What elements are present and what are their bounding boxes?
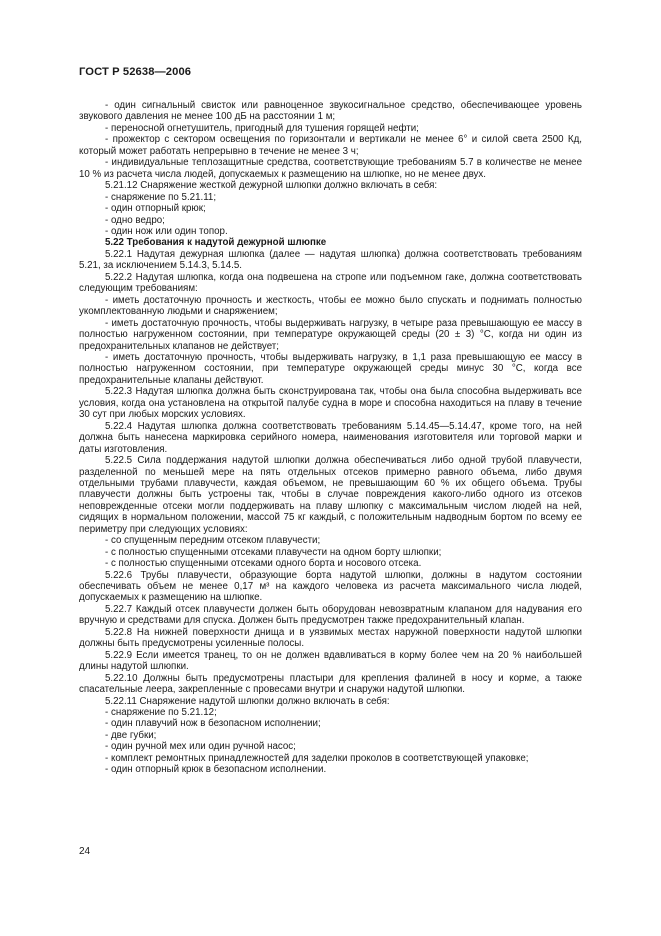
list-item: - комплект ремонтных принадлежностей для заделки проколов в соответствующей упаковке; xyxy=(105,752,529,764)
list-item: - со спущенным передним отсеком плавучести; xyxy=(105,535,321,547)
list-item: - иметь достаточную прочность и жесткость, чтобы ее можно было спускать и поднимать полностью укомплектованную людьми и снаряжением; xyxy=(79,294,582,318)
list-item: - иметь достаточную прочность, чтобы выдерживать нагрузку, в четыре раза превышающую ее массу в полностью нагруженном состоянии, при температуре окружающей среды (20 ± 3) °С, когда ни один из предохранительных клапанов не действует; xyxy=(79,317,582,352)
list-item: - с полностью спущенными отсеками плавучести на одном борту шлюпки; xyxy=(105,546,442,558)
list-item: - одно ведро; xyxy=(105,214,165,226)
paragraph: 5.22.1 Надутая дежурная шлюпка (далее — надутая шлюпка) должна соответствовать требованиям 5.21, за исключением 5.14.3, 5.14.5. xyxy=(79,248,582,272)
list-item: - один ручной мех или один ручной насос; xyxy=(105,741,296,753)
list-item: - иметь достаточную прочность, чтобы выдерживать нагрузку, в 1,1 раза превышающую ее массу в полностью нагруженном состоянии, при температуре окружающей среды минус 30 °С, когда все предохранительные клапаны действуют. xyxy=(79,351,582,386)
paragraph: 5.22.2 Надутая шлюпка, когда она подвешена на стропе или подъемном гаке, должна соответствовать следующим требованиям: xyxy=(79,271,582,295)
list-item: - с полностью спущенными отсеками одного борта и носового отсека. xyxy=(105,558,422,570)
document-body xyxy=(79,100,582,776)
list-item: - две губки; xyxy=(105,729,157,741)
paragraph: 5.22.8 На нижней поверхности днища и в уязвимых местах наружной поверхности надутой шлюпки должны быть предусмотрены усиленные полосы. xyxy=(79,626,582,650)
list-item: - один нож или один топор. xyxy=(105,225,228,237)
list-item: - прожектор с сектором освещения по горизонтали и вертикали не менее 6° и силой света 2500 Кд, который может работать непрерывно в течение не менее 3 ч; xyxy=(79,134,582,157)
paragraph: 5.22.4 Надутая шлюпка должна соответствовать требованиям 5.14.45—5.14.47, кроме того, на ней должна быть нанесена маркировка серийного номера, наименования изготовителя или торговой марки и даты изготовления. xyxy=(79,420,582,455)
paragraph: 5.22.5 Сила поддержания надутой шлюпки должна обеспечиваться либо одной трубой плавучести, разделенной по меньшей мере на пять отдельных отсеков примерно равного объема, либо двумя отдельными трубами плавучести, каждая объемом, не превышающим 60 % их общего объема. Трубы плавучести должны быть устроены так, чтобы в случае повреждения какого-либо одного из отсеков неповрежденные отсеки могли поддерживать на плаву шлюпку с максимальным числом людей на ней, сидящих в нормальном положении, массой 75 кг каждый, с положительным надводным бортом по всему ее периметру при следующих условиях: xyxy=(79,455,582,535)
section-heading: 5.22 Требования к надутой дежурной шлюпке xyxy=(105,237,327,249)
paragraph: 5.22.3 Надутая шлюпка должна быть сконструирована так, чтобы она была способна выдерживать все условия, когда она установлена на открытой палубе судна в море и способна находиться на плаву в течение 30 сут при любых морских условиях. xyxy=(79,386,582,421)
list-item: - индивидуальные теплозащитные средства, соответствующие требованиям 5.7 в количестве не менее 10 % из расчета числа людей, допускаемых к размещению на шлюпке, но не менее двух. xyxy=(79,157,582,180)
paragraph: 5.22.7 Каждый отсек плавучести должен быть оборудован невозвратным клапаном для надувания его вручную и средствами для спуска. Должен быть предусмотрен также предохранительный клапан. xyxy=(79,603,582,627)
paragraph: 5.21.12 Снаряжение жесткой дежурной шлюпки должно включать в себя: xyxy=(105,180,438,192)
paragraph: 5.22.6 Трубы плавучести, образующие борта надутой шлюпки, должны в надутом состоянии обеспечивать объем не менее 0,17 м³ на каждого человека из расчета максимального числа людей, допускаемых к размещению на шлюпке. xyxy=(79,569,582,604)
list-item: - один отпорный крюк; xyxy=(105,203,206,215)
list-item: - переносной огнетушитель, пригодный для тушения горящей нефти; xyxy=(105,122,419,134)
list-item: - снаряжение по 5.21.11; xyxy=(105,191,217,203)
list-item: - снаряжение по 5.21.12; xyxy=(105,707,217,719)
list-item: - один отпорный крюк в безопасном исполнении. xyxy=(105,764,327,776)
list-item: - один сигнальный свисток или равноценное звукосигнальное средство, обеспечивающее уровень звукового давления не менее 100 дБ на расстоянии 1 м; xyxy=(79,100,582,123)
page-number: 24 xyxy=(79,846,91,857)
paragraph: 5.22.9 Если имеется транец, то он не должен вдавливаться в корму более чем на 20 % наибольшей длины надутой шлюпки. xyxy=(79,649,582,673)
document-header: ГОСТ Р 52638—2006 xyxy=(79,66,192,78)
list-item: - один плавучий нож в безопасном исполнении; xyxy=(105,718,321,730)
paragraph: 5.22.10 Должны быть предусмотрены пластыри для крепления фалиней в носу и корме, а также спасательные леера, закрепленные с провесами внутри и снаружи надутой шлюпки. xyxy=(79,672,582,696)
paragraph: 5.22.11 Снаряжение надутой шлюпки должно включать в себя: xyxy=(105,695,390,707)
